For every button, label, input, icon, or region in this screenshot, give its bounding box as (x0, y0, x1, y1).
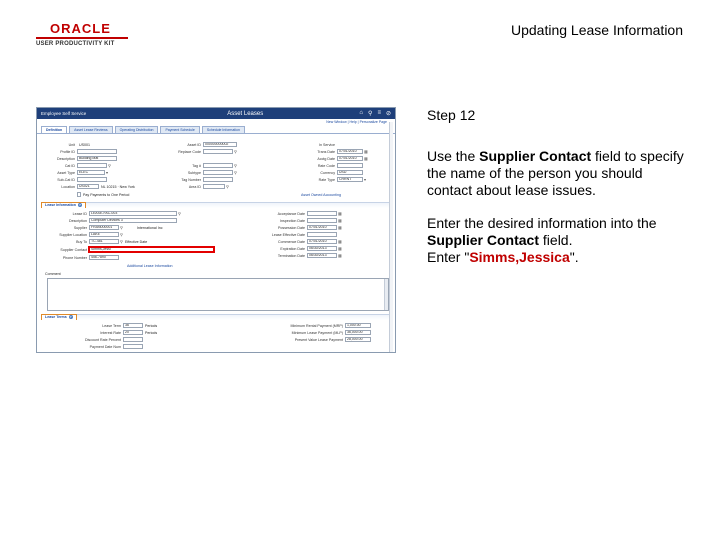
tab-schedule-information[interactable]: Schedule Information (202, 126, 245, 133)
field-replace-code: Replace Code ⚲ (178, 149, 237, 154)
lease-information-header[interactable]: Lease Information ? (41, 202, 86, 208)
field-asset-type: Asset Type ELEC ▾ (57, 170, 109, 175)
lease-information-section (41, 202, 391, 208)
lookup-icon[interactable]: ⚲ (178, 211, 181, 216)
instruction-text (427, 148, 687, 266)
app-top-links[interactable]: New Window | Help | Personalize Page (326, 120, 387, 124)
asset-owned-row: Asset Owned Accounting (301, 192, 341, 197)
field-in-service: In Service (319, 142, 335, 147)
field-phone-number: Phone Number 456-7890 (39, 255, 119, 260)
lookup-icon[interactable]: ⚲ (226, 184, 229, 189)
comment-label-row (43, 271, 61, 276)
app-brand: Employee Self Service (41, 111, 87, 116)
field-subtype: Subtype ⚲ (187, 170, 237, 175)
field-termination-date: Termination Date 06/30/2013 ▦ (277, 253, 342, 258)
step-label: Step 12 (427, 107, 476, 123)
instruction-paragraph-3: Enter "Simms,Jessica". (427, 249, 579, 265)
field-currency: Currency USD (299, 170, 363, 175)
field-inspection-date: Inspection Date ▦ (280, 218, 342, 223)
field-trans-date: Trans Date 07/01/2010 ▦ (317, 149, 368, 154)
field-unit: Unit US001 (68, 142, 90, 147)
home-icon[interactable]: ⌂ (359, 110, 364, 116)
lookup-icon[interactable]: ⚲ (108, 163, 111, 168)
tab-payment-schedule[interactable]: Payment Schedule (160, 126, 199, 133)
calendar-icon[interactable]: ▦ (338, 246, 342, 251)
lookup-icon[interactable]: ⚲ (234, 149, 237, 154)
tab-definition[interactable]: Definition (41, 126, 67, 133)
field-name-bold: Supplier Contact (479, 148, 592, 164)
calendar-icon[interactable]: ▦ (338, 239, 342, 244)
search-icon[interactable]: ⚲ (368, 111, 373, 117)
field-minimum-rental-payment: Minimum Rental Payment (MRP) 1,000.00 (237, 323, 371, 328)
instruction-paragraph-2: Enter the desired information into the Supplier Contact field. (427, 215, 657, 248)
field-interest-rate: Interest Rate 20 Periods (100, 330, 158, 335)
lookup-icon[interactable]: ⚲ (234, 163, 237, 168)
paragraph-spacer (427, 199, 687, 215)
field-supplier: Supplier FRAN000001 ⚲ International Inc (73, 225, 163, 230)
comment-scrollbar[interactable] (384, 279, 388, 310)
app-header-bar (37, 108, 395, 119)
tab-asset-lease-reviews[interactable]: Asset Lease Reviews (69, 126, 112, 133)
field-buy-to: Buy To TC-481 ⚲ Effective Date (76, 239, 148, 244)
field-lease-description: Description Computer Devices 3 (39, 218, 177, 223)
field-lease-term: Lease Term 36 Periods (102, 323, 158, 328)
field-asset-id: Asset ID 000000000002 (167, 142, 237, 147)
pay-checkbox-row: Pay Payments to One Period (77, 192, 129, 197)
navbar-icon[interactable]: ⊘ (385, 111, 391, 117)
field-lease-id: Lease ID LEASE-FAC-003 ⚲ (72, 211, 181, 216)
field-supplier-contact: Supplier Contact Simms,Jessi (39, 247, 214, 252)
field-minimum-lease-payment: Minimum Lease Payment (MLP) 36,000.00 (237, 330, 371, 335)
field-acctg-date: Acctg Date 07/01/2010 ▦ (317, 156, 368, 161)
lookup-icon[interactable]: ⚲ (234, 170, 237, 175)
field-profile-id: Profile ID (39, 149, 117, 154)
lease-terms-section (41, 314, 391, 320)
app-tabs (37, 126, 395, 134)
tab-operating-distribution[interactable]: Operating Distribution (115, 126, 159, 133)
field-rate-code: Rate Code (299, 163, 363, 168)
field-discount-rate: Discount Rate Percent (39, 337, 143, 342)
comment-textarea[interactable] (47, 278, 389, 311)
field-present-value-lease-payment: Present Value Lease Payment 28,000.00 (237, 337, 371, 342)
entry-value: Simms,Jessica (469, 249, 570, 265)
pay-checkbox[interactable] (77, 192, 81, 197)
logo-subtitle: USER PRODUCTIVITY KIT (36, 41, 115, 47)
field-lease-effective-date: Lease Effective Date (257, 232, 337, 237)
field-area-id: Area ID ⚲ (188, 184, 229, 189)
field-possession-date: Possession Date 07/01/2010 ▦ (278, 225, 342, 230)
calendar-icon[interactable]: ▦ (338, 225, 342, 230)
field-location: Location US021 NL 10215 · New York (61, 184, 135, 189)
app-header-icons (359, 110, 391, 117)
calendar-icon[interactable]: ▦ (338, 218, 342, 223)
lookup-icon[interactable]: ⚲ (120, 232, 123, 237)
field-payment-date-num: Payment Date Num (39, 344, 143, 349)
add-lease-info-row (125, 263, 173, 268)
field-commence-date: Commence Date 07/01/2010 ▦ (278, 239, 342, 244)
instruction-paragraph-1: Use the Supplier Contact field to specify the name of the person you should contact about lease issues. (427, 148, 684, 198)
calendar-icon[interactable]: ▦ (338, 211, 342, 216)
field-supplier-location: Supplier Location LAKE ⚲ (59, 232, 123, 237)
calendar-icon[interactable]: ▦ (364, 156, 368, 161)
oracle-upk-logo (36, 22, 128, 47)
lookup-icon[interactable]: ⚲ (120, 225, 123, 230)
supplier-contact-input[interactable]: Simms,Jessi (89, 247, 214, 252)
application-screenshot (36, 107, 396, 353)
dropdown-icon[interactable]: ▾ (106, 170, 109, 175)
field-expiration-date: Expiration Date 06/30/2013 ▦ (280, 246, 342, 251)
calendar-icon[interactable]: ▦ (338, 253, 342, 258)
field-tag: Tag # ⚲ (192, 163, 237, 168)
field-tag-number: Tag Number (167, 177, 233, 182)
field-name-bold: Supplier Contact (427, 232, 540, 248)
page-scrollbar[interactable] (389, 122, 393, 353)
dropdown-icon[interactable]: ▾ (364, 177, 367, 182)
lease-terms-header[interactable]: Lease Terms ? (41, 314, 77, 320)
logo-word: ORACLE (50, 21, 111, 36)
field-sub-cat: Sub-Cat ID (39, 177, 107, 182)
app-page-title: Asset Leases (227, 110, 264, 117)
field-description: Description Building Mat (39, 156, 117, 161)
field-rate-type: Rate Type CRRNT ▾ (318, 177, 367, 182)
field-cat-id: Cat ID ⚲ (64, 163, 111, 168)
menu-icon[interactable]: ≡ (377, 110, 381, 116)
additional-lease-information-link[interactable]: Additional Lease Information (127, 263, 173, 268)
comment-label: Comment (45, 271, 61, 276)
calendar-icon[interactable]: ▦ (364, 149, 368, 154)
lookup-icon[interactable]: ⚲ (120, 239, 123, 244)
field-acceptance-date: Acceptance Date ▦ (277, 211, 342, 216)
logo-rule (36, 37, 128, 39)
page-title: Updating Lease Information (511, 22, 683, 38)
